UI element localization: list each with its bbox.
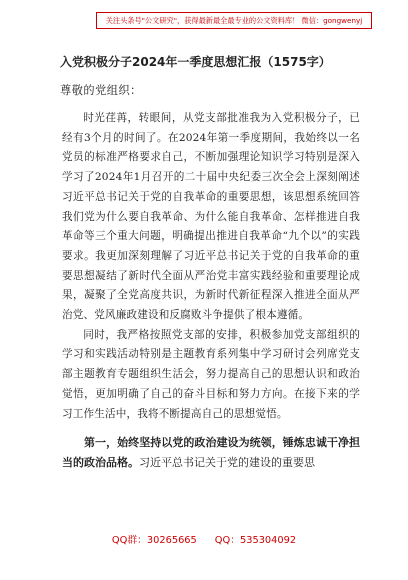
section-heading: 第一，始终坚持以党的政治建设为统领，锤炼忠诚干净担当的政治品格。 [62,436,360,469]
footer-qq-group: QQ群：30265665 [111,535,197,546]
document-body [62,109,360,483]
section-text: 习近平总书记关于党的建设的重要思 [139,455,315,469]
footer-contact [0,532,408,546]
paragraph-1: 时光荏苒，转眼间，从党支部批准我为入党积极分子，已经有3个月的时间了。在2024年第一季度期间，我始终以一名党员的标准严格要求自己，不断加强理论知识学习特别是深入学习了2024年1月召开的二十届中央纪委三次全会上深刻阐述习近平总书记关于党的自我革命的重要思想，该思想系统回答我们党为什么要自我革命、为什么能自我革命、怎样推进自我革命等三个重大问题，明确提出推进自我革命“九个以”的实践要求。我更加深刻理解了习近平总书记关于党的自我革命的重要思想凝结了新时代全面从严治党丰富实践经验和重要理论成果，凝聚了全党高度共识，为新时代新征程深入推进全面从严治党、党风廉政建设和反腐败斗争提供了根本遵循。 [62,112,360,322]
paragraph-2: 同时，我严格按照党支部的安排，积极参加党支部组织的学习和实践活动特别是主题教育系列集中学习研讨会列席党支部主题教育专题组织生活会，努力提高自己的思想认识和政治觉悟，更加明确了自己的奋斗目标和努力方向。在接下来的学习工作生活中，我将不断提高自己的思想觉悟。 [62,328,360,420]
section-paragraph [62,433,360,472]
document-title: 入党积极分子2024年一季度思想汇报（1575字） [60,55,331,69]
footer-qq: QQ：535304092 [214,535,297,546]
promo-banner: 关注头条号"公文研究"，获得最新最全最专业的公文资料库！ 微信：gongwenyj [96,12,372,29]
salutation: 尊敬的党组织： [60,84,142,97]
